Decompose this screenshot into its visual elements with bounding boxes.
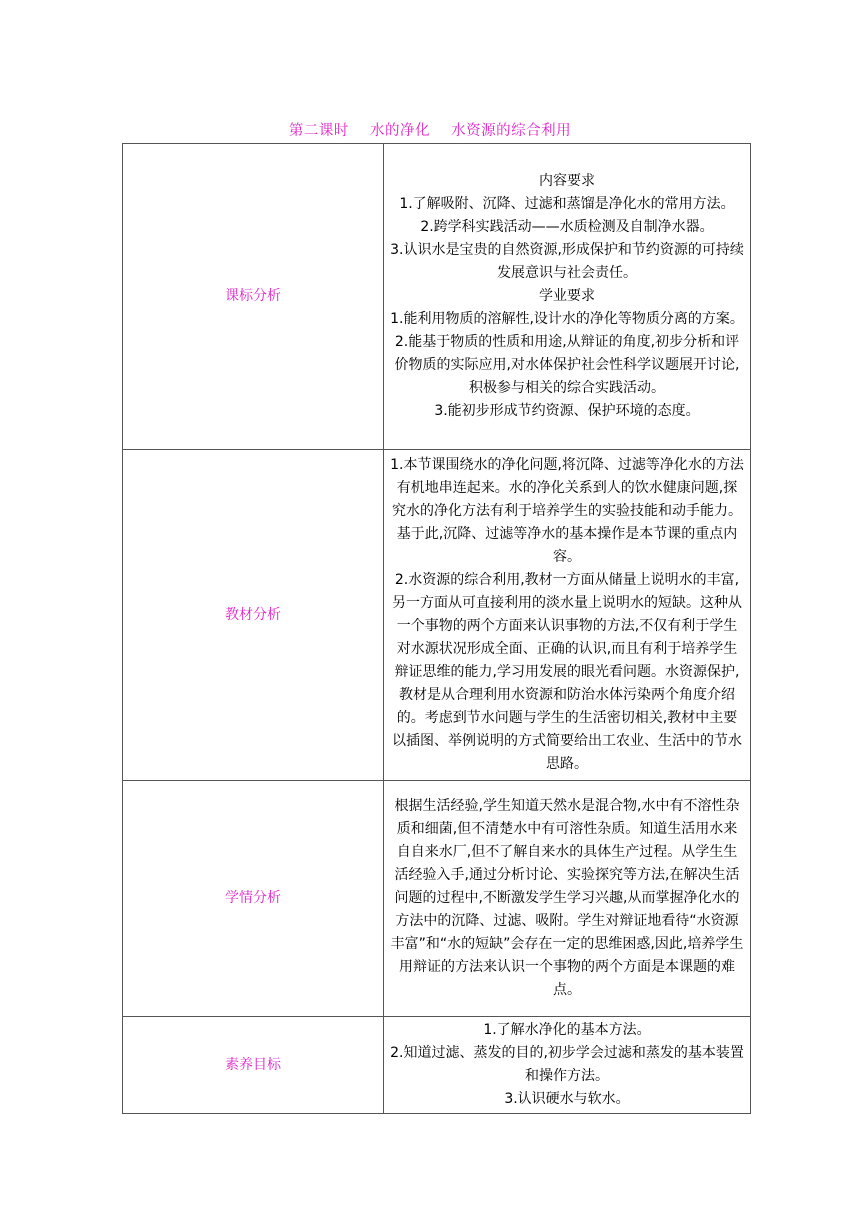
row-content-goals [384,1017,751,1114]
content-line: 2.跨学科实践活动——水质检测及自制净水器。 [420,219,714,235]
table-row [123,1017,751,1114]
page-title [0,119,860,140]
row-label-students: 学情分析 [123,781,384,1017]
content-line: 1.本节课围绕水的净化问题,将沉降、过滤等净化水的方法有机地串连起来。水的净化关系到人的饮水健康问题,探究水的净化方法有利于培养学生的实验技能和动手能力。基于此,沉降、过滤等净水的基本操作是本节课的重点内容。 [390,457,744,565]
content-line: 2.知道过滤、蒸发的目的,初步学会过滤和蒸发的基本装置和操作方法。 [390,1045,744,1084]
content-line: 3.认识硬水与软水。 [504,1091,630,1107]
table-row [123,450,751,781]
content-line: 3.能初步形成节约资源、保护环境的态度。 [434,403,700,419]
content-line: 1.了解水净化的基本方法。 [483,1022,651,1038]
content-line: 1.了解吸附、沉降、过滤和蒸馏是净化水的常用方法。 [399,196,735,212]
title-lesson: 第二课时 [288,123,349,139]
title-topic-2: 水资源的综合利用 [451,123,572,139]
row-label-curriculum: 课标分析 [123,144,384,450]
table-row [123,781,751,1017]
content-line: 1.能利用物质的溶解性,设计水的净化等物质分离的方案。 [390,311,744,327]
content-line: 2.水资源的综合利用,教材一方面从储量上说明水的丰富,另一方面从可直接利用的淡水量上说明水的短缺。这种从一个事物的两个方面来认识事物的方法,不仅有利于学生对水源状况形成全面、正确的认识,而且有利于培养学生辩证思维的能力,学习用发展的眼光看问题。水资源保护,教材是从合理利用水资源和防治水体污染两个角度介绍的。考虑到节水问题与学生的生活密切相关,教材中主要以插图、举例说明的方式简要给出工农业、生活中的节水思路。 [392,572,742,772]
row-label-textbook: 教材分析 [123,450,384,781]
title-topic-1: 水的净化 [370,123,430,139]
row-content-curriculum [384,144,751,450]
table-row [123,144,751,450]
row-content-students [384,781,751,1017]
content-line: 根据生活经验,学生知道天然水是混合物,水中有不溶性杂质和细菌,但不清楚水中有可溶性杂质。知道生活用水来自自来水厂,但不了解自来水的具体生产过程。从学生生活经验入手,通过分析讨论、实验探究等方法,在解决生活问题的过程中,不断激发学生学习兴趣,从而掌握净化水的方法中的沉降、过滤、吸附。学生对辩证地看待“水资源丰富”和“水的短缺”会存在一定的思维困惑,因此,培养学生用辩证的方法来认识一个事物的两个方面是本课题的难点。 [390,798,744,998]
lesson-analysis-table [122,143,751,1114]
content-line: 学业要求 [539,288,595,304]
content-line: 2.能基于物质的性质和用途,从辩证的角度,初步分析和评价物质的实际应用,对水体保护社会性科学议题展开讨论,积极参与相关的综合实践活动。 [394,334,740,396]
row-label-goals: 素养目标 [123,1017,384,1114]
content-line: 3.认识水是宝贵的自然资源,形成保护和节约资源的可持续发展意识与社会责任。 [390,242,744,281]
row-content-textbook [384,450,751,781]
content-line: 内容要求 [539,173,595,189]
